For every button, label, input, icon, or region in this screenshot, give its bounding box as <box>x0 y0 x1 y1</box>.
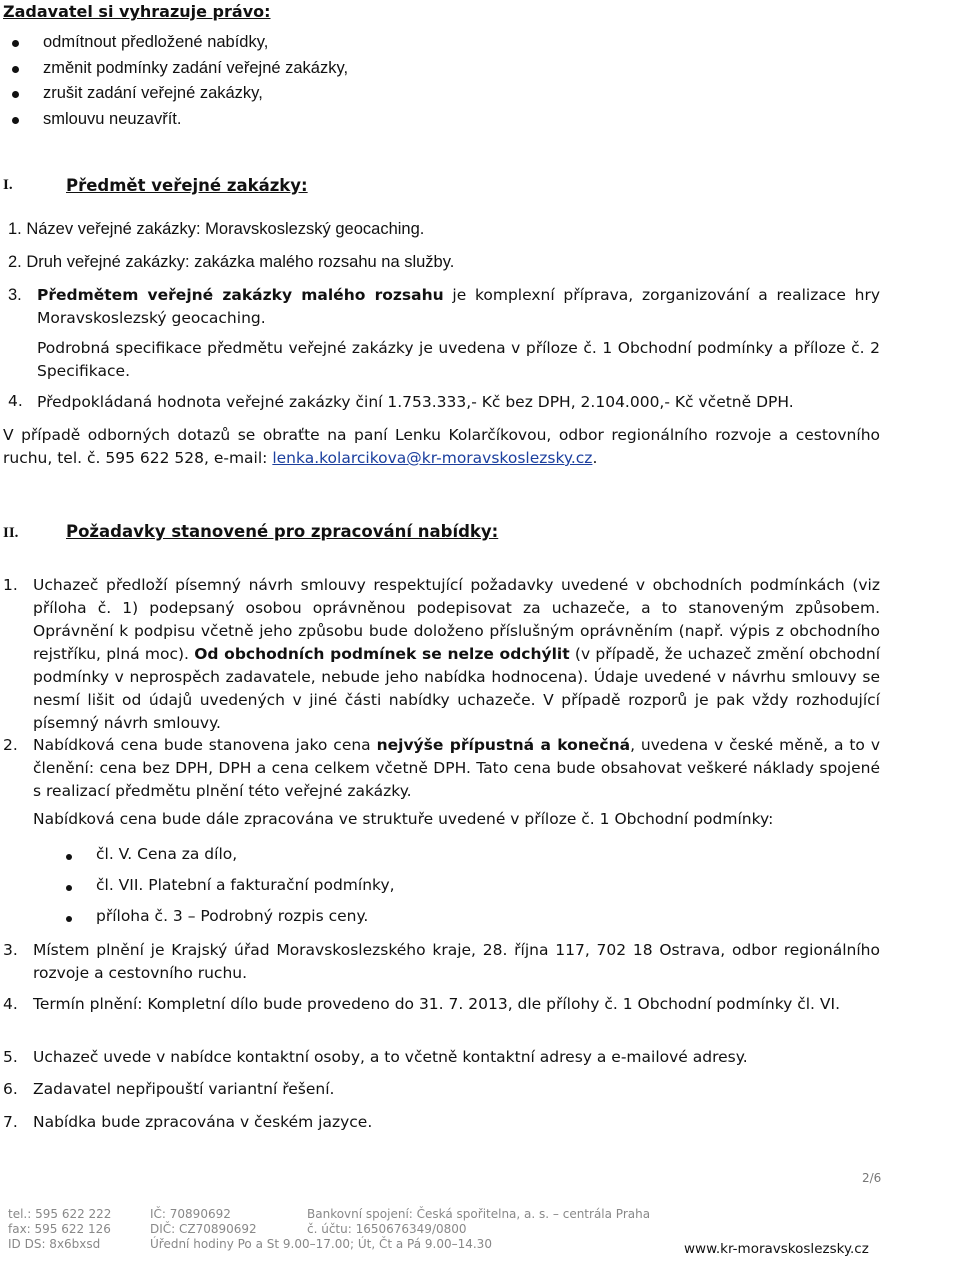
requirement-2 <box>3 734 880 803</box>
item-number: 4. <box>8 392 23 410</box>
contact-email-link[interactable]: lenka.kolarcikova@kr-moravskoslezsky.cz <box>272 449 593 467</box>
item-number: 5. <box>3 1048 18 1066</box>
requirement-6 <box>3 1078 880 1101</box>
price-structure-note: Nabídková cena bude dále zpracována ve struktuře uvedené v příloze č. 1 Obchodní podmínky: <box>33 810 774 828</box>
requirement-text: (v případě, že uchazeč změní obchodní podmínky v neprospěch zadavatele, nebude jeho nabídka hodnocena). Údaje uvedené v návrhu smlouvy se nesmí lišit od údajů uvedených v jiné části nabídky uchazeče. V případě rozporů je pak vždy rozhodující písemný návrh smlouvy. <box>33 645 880 732</box>
contact-end: . <box>592 449 598 467</box>
item-number: 7. <box>3 1113 18 1131</box>
item-number: 1. <box>3 576 18 594</box>
specification-note: Podrobná specifikace předmětu veřejné zakázky je uvedena v příloze č. 1 Obchodní podmínky a příloze č. 2 Specifikace. <box>37 339 880 380</box>
item-number: 4. <box>3 995 18 1013</box>
requirement-7 <box>3 1111 880 1134</box>
footer-account: č. účtu: 1650676349/0800 <box>307 1222 467 1236</box>
section-number: II. <box>3 525 19 541</box>
list-item: čl. VII. Platební a fakturační podmínky, <box>66 876 395 894</box>
footer-ic: IČ: 70890692 <box>150 1207 231 1221</box>
reservation-list <box>0 30 348 132</box>
section-title: Požadavky stanovené pro zpracování nabídky: <box>66 522 499 541</box>
requirement-text: Zadavatel nepřipouští variantní řešení. <box>33 1080 335 1098</box>
requirement-text: Termín plnění: Kompletní dílo bude provedeno do 31. 7. 2013, dle přílohy č. 1 Obchodní podmínky čl. VI. <box>33 995 841 1013</box>
item-number: 3. <box>8 286 22 304</box>
contract-subject <box>37 284 880 330</box>
page-number: 2/6 <box>862 1171 882 1185</box>
list-item: změnit podmínky zadání veřejné zakázky, <box>0 56 348 82</box>
contract-name: 1. Název veřejné zakázky: Moravskoslezský geocaching. <box>8 220 425 238</box>
footer-data-box: ID DS: 8x6bxsd <box>8 1237 101 1251</box>
requirement-bold: Od obchodních podmínek se nelze odchýlit <box>194 645 570 663</box>
contact-text: V případě odborných dotazů se obraťte na paní Lenku Kolarčíkovou, odbor regionálního rozvoje a cestovního ruchu, tel. č. 595 622 528, e-mail: <box>3 426 880 467</box>
requirement-5 <box>3 1046 880 1069</box>
estimated-value: Předpokládaná hodnota veřejné zakázky činí 1.753.333,- Kč bez DPH, 2.104.000,- Kč včetně DPH. <box>37 393 794 411</box>
list-item: smlouvu neuzavřít. <box>0 107 348 133</box>
footer-dic: DIČ: CZ70890692 <box>150 1222 257 1236</box>
requirement-3 <box>3 939 880 985</box>
requirement-text: Uchazeč předloží písemný návrh smlouvy respektující požadavky uvedené v obchodních podmínkách (viz příloha č. 1) podepsaný osobou oprávněnou podepisovat za uchazeče, a to stanoveným způsobem. Oprávnění k podpisu včetně jeho způsobu bude doloženo příslušným oprávněním (např. výpis z obchodního rejstříku, plná moc). <box>33 576 880 663</box>
item-number: 6. <box>3 1080 18 1098</box>
item-number: 3. <box>3 941 18 959</box>
footer-fax: fax: 595 622 126 <box>8 1222 111 1236</box>
requirement-text: Nabídka bude zpracována v českém jazyce. <box>33 1113 373 1131</box>
requirement-text: Místem plnění je Krajský úřad Moravskoslezského kraje, 28. října 117, 702 18 Ostrava, odbor regionálního rozvoje a cestovního ruchu. <box>33 941 880 982</box>
requirement-text: Uchazeč uvede v nabídce kontaktní osoby, a to včetně kontaktní adresy a e-mailové adresy. <box>33 1048 748 1066</box>
requirement-1 <box>3 574 880 735</box>
list-item: příloha č. 3 – Podrobný rozpis ceny. <box>66 907 368 925</box>
contract-subject-text: je komplexní příprava, zorganizování a realizace hry Moravskoslezský geocaching. <box>37 286 880 327</box>
requirement-text: , uvedena v české měně, a to v členění: cena bez DPH, DPH a cena celkem včetně DPH. Tato cena bude obsahovat veškeré náklady spojené s realizací předmětu plnění této veřejné zakázky. <box>33 736 880 800</box>
contract-subject-bold: Předmětem veřejné zakázky malého rozsahu <box>37 286 444 304</box>
section-number: I. <box>3 177 13 193</box>
footer-hours: Úřední hodiny Po a St 9.00–17.00; Út, Čt a Pá 9.00–14.30 <box>150 1237 492 1251</box>
reservation-heading: Zadavatel si vyhrazuje právo: <box>3 2 271 21</box>
contact-paragraph <box>3 424 880 470</box>
footer-bank: Bankovní spojení: Česká spořitelna, a. s. – centrála Praha <box>307 1207 651 1221</box>
list-item: čl. V. Cena za dílo, <box>66 845 237 863</box>
item-number: 2. <box>3 736 18 754</box>
requirement-text: Nabídková cena bude stanovena jako cena <box>33 736 377 754</box>
requirement-4 <box>3 993 880 1016</box>
list-item: odmítnout předložené nabídky, <box>0 30 348 56</box>
requirement-bold: nejvýše přípustná a konečná <box>376 736 631 754</box>
list-item: zrušit zadání veřejné zakázky, <box>0 81 348 107</box>
contract-type: 2. Druh veřejné zakázky: zakázka malého rozsahu na služby. <box>8 253 455 271</box>
section-title: Předmět veřejné zakázky: <box>66 176 308 195</box>
footer-website-link[interactable]: www.kr-moravskoslezsky.cz <box>684 1241 869 1257</box>
footer-tel: tel.: 595 622 222 <box>8 1207 112 1221</box>
